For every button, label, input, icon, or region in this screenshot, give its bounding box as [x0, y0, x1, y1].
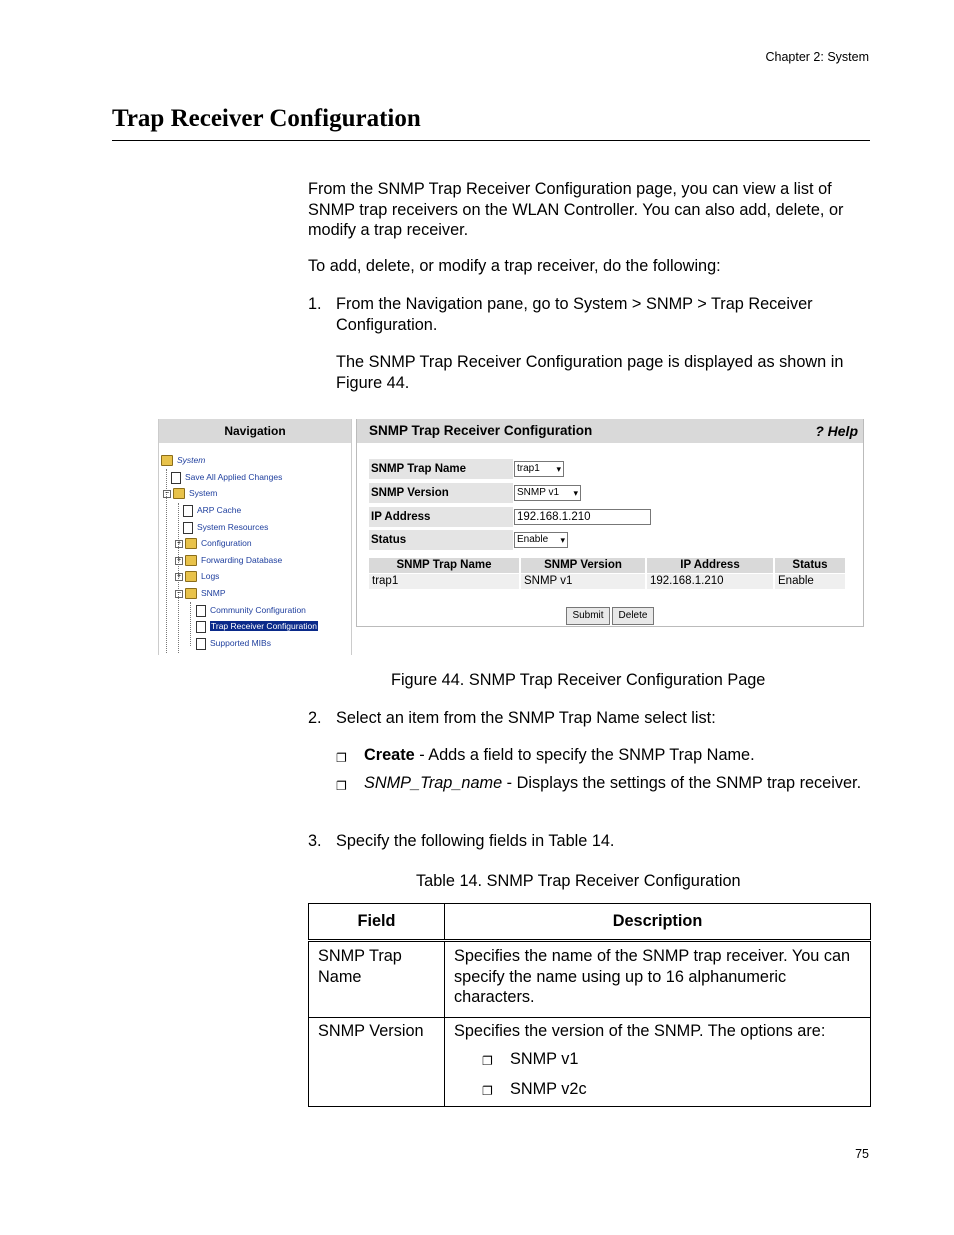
page-title: Trap Receiver Configuration: [112, 105, 421, 132]
table-caption: Table 14. SNMP Trap Receiver Configuration: [416, 872, 741, 890]
page-icon: [196, 621, 206, 633]
status-select[interactable]: Enable ▾: [514, 532, 568, 548]
table-header-field: Field: [309, 904, 445, 941]
chapter-header: Chapter 2: System: [765, 50, 869, 64]
snmp-trap-name-select[interactable]: trap1 ▾: [514, 461, 564, 477]
title-rule: [112, 140, 870, 141]
collapse-icon[interactable]: −: [176, 589, 182, 597]
tree-item-configuration[interactable]: + Configuration: [176, 538, 252, 548]
tree-item-system[interactable]: − System: [164, 488, 218, 498]
config-panel: [356, 419, 864, 627]
navigation-pane: [158, 419, 352, 655]
folder-icon: [185, 571, 197, 582]
checkbox-bullet-icon: ❐: [482, 1054, 493, 1068]
label-snmp-version: SNMP Version: [369, 483, 513, 503]
page-icon: [196, 638, 206, 650]
folder-icon: [173, 488, 185, 499]
label-snmp-trap-name: SNMP Trap Name: [369, 459, 513, 479]
submit-button[interactable]: Submit: [566, 607, 610, 625]
description-cell: [445, 1017, 871, 1107]
field-cell: SNMP Version: [309, 1017, 445, 1107]
help-link[interactable]: ? Help: [815, 423, 858, 439]
table-row: [309, 1017, 871, 1107]
page-icon: [196, 605, 206, 617]
tree-item-snmp[interactable]: − SNMP: [176, 588, 226, 598]
step-number: 2.: [308, 709, 322, 727]
table-row: [309, 941, 871, 1018]
tree-item-save-changes[interactable]: Save All Applied Changes: [171, 470, 282, 484]
step-number: 1.: [308, 295, 322, 313]
folder-icon: [185, 588, 197, 599]
step-3: [308, 831, 873, 852]
bullet-snmp-trap-name: ❐ SNMP_Trap_name - Displays the settings of the SNMP trap receiver.: [308, 773, 873, 794]
tree-item-supported-mibs[interactable]: Supported MIBs: [196, 636, 271, 650]
description-text: Specifies the version of the SNMP. The options are:: [454, 1021, 826, 1040]
step-number: 3.: [308, 832, 322, 850]
figure-44: [158, 419, 864, 655]
expand-icon[interactable]: +: [176, 572, 182, 580]
step-text: From the Navigation pane, go to System > SNMP > Trap Receiver Configuration.: [336, 295, 813, 334]
bullet-create: ❐ Create - Adds a field to specify the SNMP Trap Name.: [308, 745, 873, 766]
page-icon: [171, 472, 181, 484]
table-header-status: Status: [775, 558, 845, 573]
snmp-version-select[interactable]: SNMP v1 ▾: [514, 485, 581, 501]
step-1-note: [308, 352, 873, 393]
label-ip-address: IP Address: [369, 507, 513, 527]
table-cell: 192.168.1.210: [647, 574, 773, 589]
field-cell: SNMP Trap Name: [309, 941, 445, 1018]
step-2: [308, 708, 873, 729]
tree-item-arp-cache[interactable]: ARP Cache: [183, 503, 241, 517]
checkbox-bullet-icon: ❐: [336, 779, 347, 793]
navigation-title: Navigation: [159, 419, 351, 443]
table-header-description: Description: [445, 904, 871, 941]
table-14: [308, 903, 871, 1107]
tree-item-trap-receiver-configuration[interactable]: Trap Receiver Configuration: [196, 619, 318, 633]
table-cell[interactable]: trap1: [369, 574, 519, 589]
step-note: The SNMP Trap Receiver Configuration page is displayed as shown in Figure 44.: [336, 353, 844, 392]
chevron-down-icon: ▾: [560, 535, 565, 545]
table-header-ip: IP Address: [647, 558, 773, 573]
ip-address-input[interactable]: 192.168.1.210: [514, 509, 651, 525]
delete-button[interactable]: Delete: [612, 607, 654, 625]
description-cell: Specifies the name of the SNMP trap receiver. You can specify the name using up to 16 alphanumeric characters.: [445, 941, 871, 1018]
intro-paragraph: From the SNMP Trap Receiver Configuration page, you can view a list of SNMP trap receivers on the WLAN Controller. You can also add, delete, or modify a trap receiver.: [308, 180, 844, 239]
folder-icon: [185, 538, 197, 549]
checkbox-bullet-icon: ❐: [336, 751, 347, 765]
option-item: ❐ SNMP v1: [454, 1049, 861, 1070]
tree-item-system-root[interactable]: System: [161, 453, 205, 467]
folder-icon: [185, 555, 197, 566]
step-1: [308, 294, 873, 335]
chevron-down-icon: ▾: [556, 464, 561, 474]
collapse-icon[interactable]: −: [164, 489, 170, 497]
label-status: Status: [369, 530, 513, 550]
chevron-down-icon: ▾: [573, 488, 578, 498]
table-header-version: SNMP Version: [521, 558, 645, 573]
table-cell: SNMP v1: [521, 574, 645, 589]
figure-caption: Figure 44. SNMP Trap Receiver Configuration Page: [391, 671, 766, 689]
tree-item-logs[interactable]: + Logs: [176, 571, 220, 581]
page-number: 75: [855, 1147, 869, 1161]
option-item: ❐ SNMP v2c: [454, 1079, 861, 1100]
tree-item-system-resources[interactable]: System Resources: [183, 520, 268, 534]
lead-paragraph: To add, delete, or modify a trap receiver, do the following:: [308, 257, 721, 275]
table-cell: Enable: [775, 574, 845, 589]
expand-icon[interactable]: +: [176, 556, 182, 564]
checkbox-bullet-icon: ❐: [482, 1083, 493, 1098]
step-text: Specify the following fields in Table 14.: [336, 832, 615, 850]
panel-title: SNMP Trap Receiver Configuration ? Help: [357, 419, 863, 443]
page-icon: [183, 505, 193, 517]
step-text: Select an item from the SNMP Trap Name select list:: [336, 709, 716, 727]
expand-icon[interactable]: +: [176, 539, 182, 547]
folder-icon: [161, 455, 173, 466]
tree-item-forwarding-database[interactable]: + Forwarding Database: [176, 555, 283, 565]
tree-item-community-configuration[interactable]: Community Configuration: [196, 603, 306, 617]
page-icon: [183, 522, 193, 534]
table-header-trap-name: SNMP Trap Name: [369, 558, 519, 573]
